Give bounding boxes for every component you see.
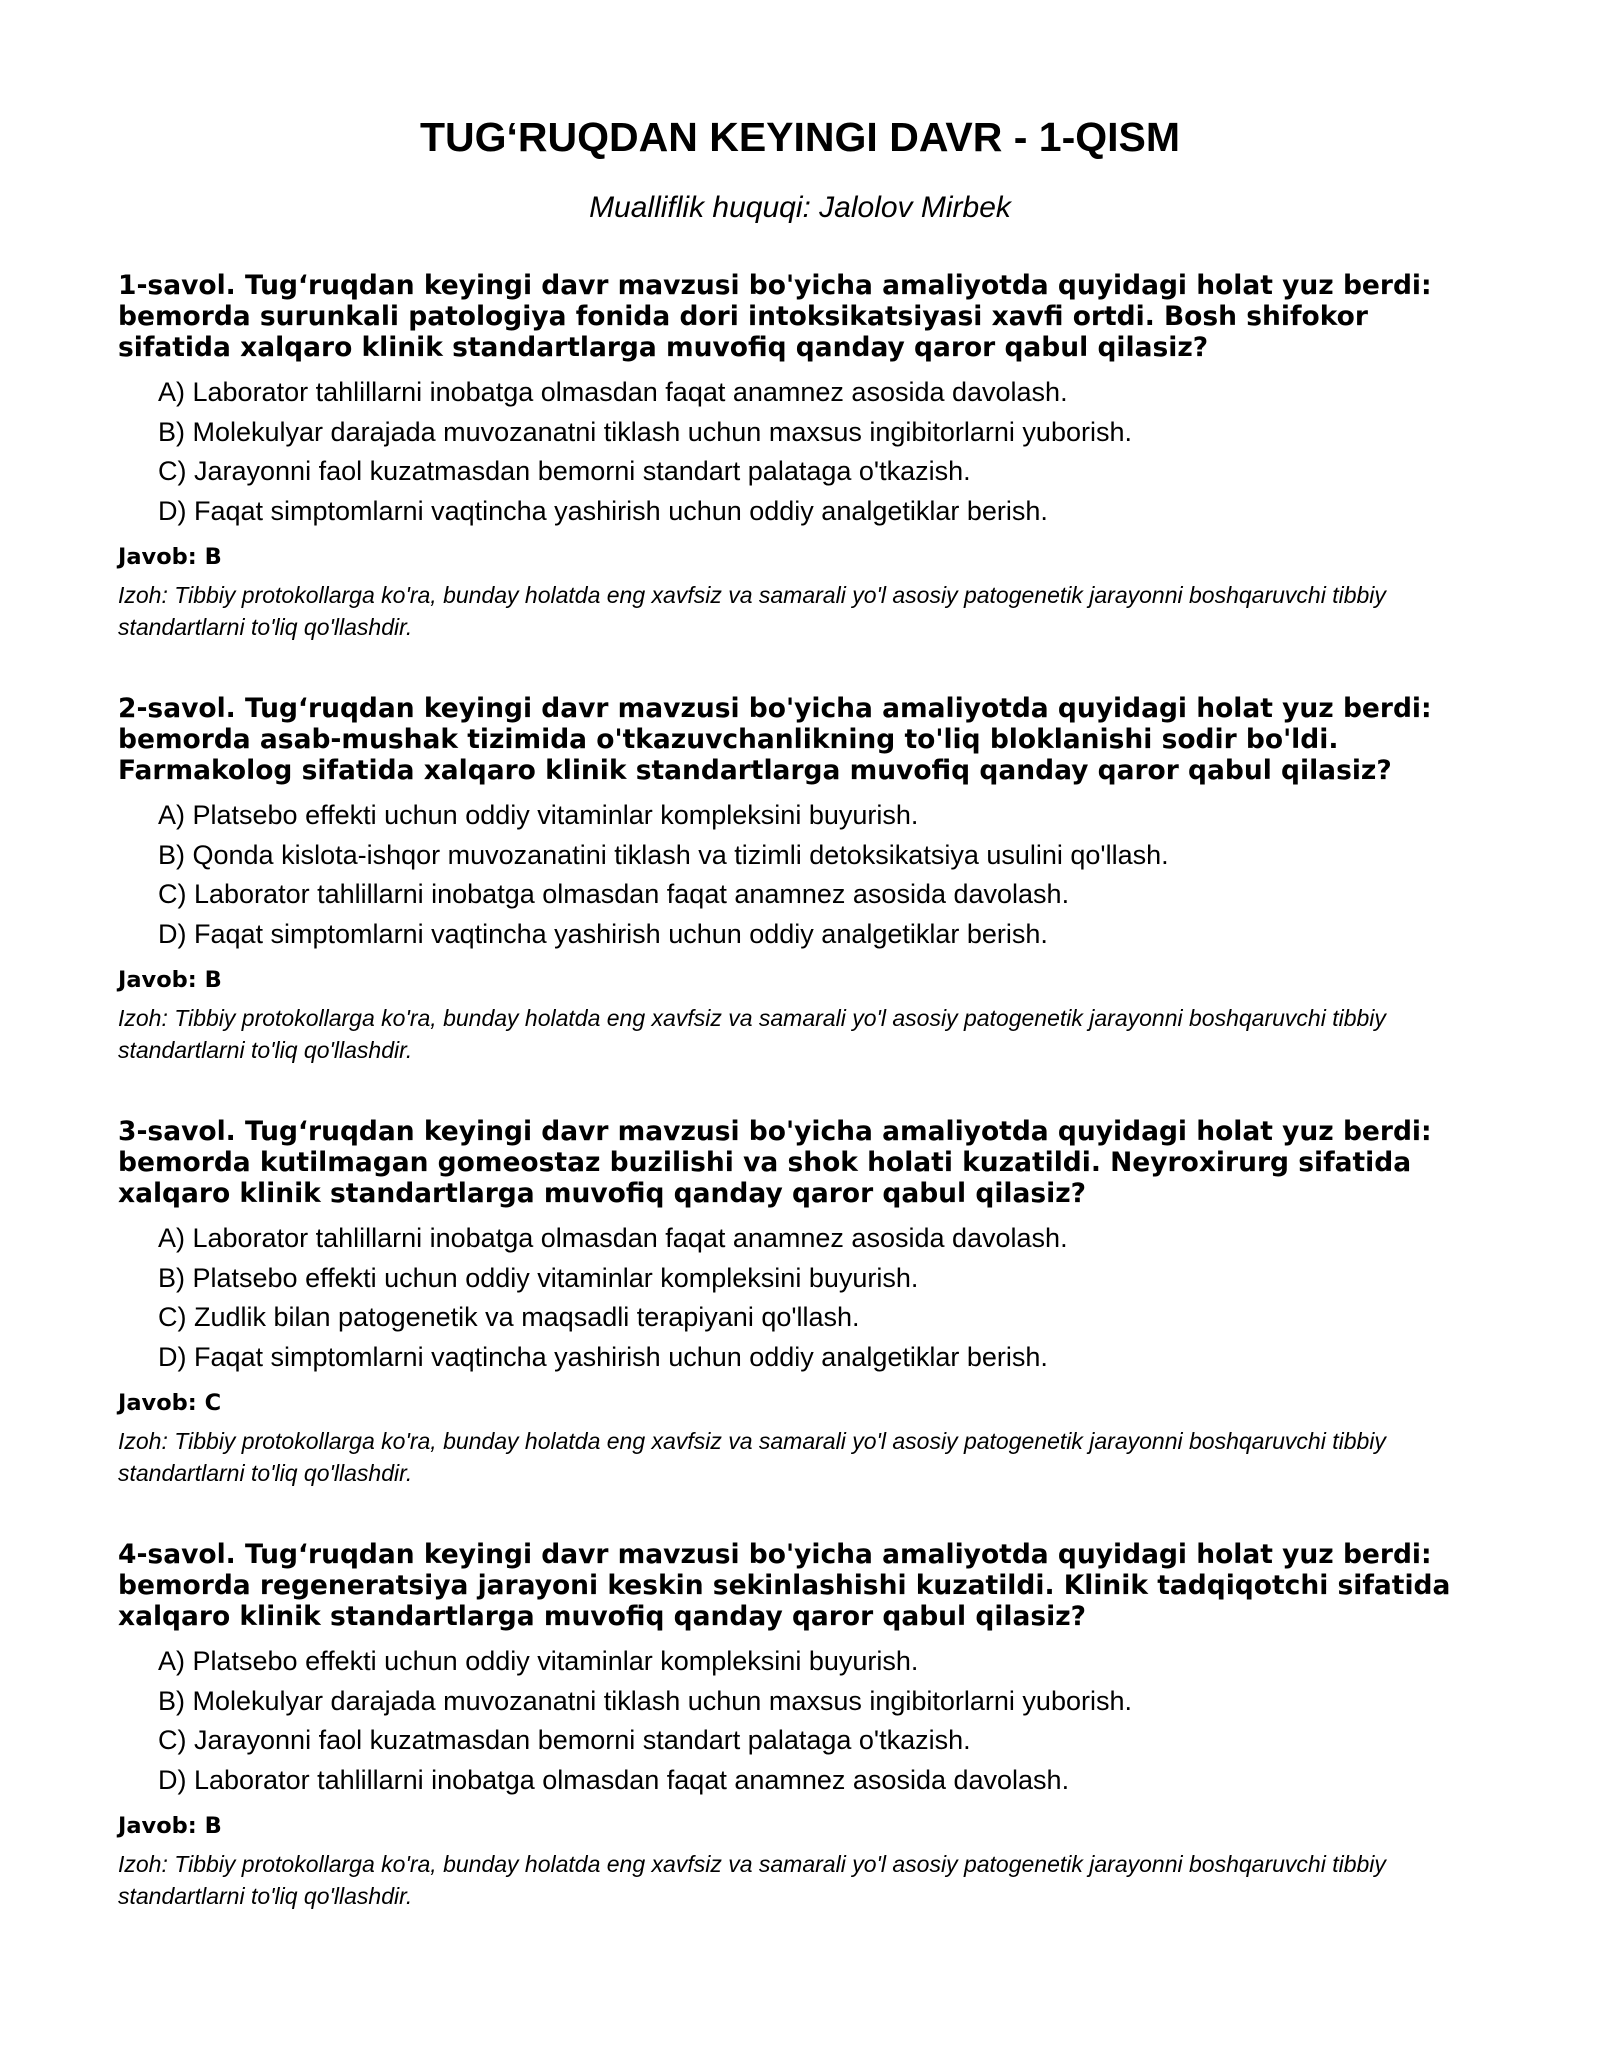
option-a: A) Laborator tahlillarni inobatga olmasdan faqat anamnez asosida davolash.	[158, 377, 1068, 407]
option-d: D) Faqat simptomlarni vaqtincha yashirish uchun oddiy analgetiklar berish.	[158, 1341, 1048, 1372]
question-text: 1-savol. Tug‘ruqdan keyingi davr mavzusi bo'yicha amaliyotda quyidagi holat yuz berdi: bemorda surunkali patologiya fonida dori intoksikatsiyasi xavfi ortdi. Bosh shifokor sifatida xalqaro klinik standartlarga muvofiq qanday qaror qabul qilasiz?	[118, 270, 1432, 363]
option-list	[118, 373, 1482, 531]
option-a: A) Platsebo effekti uchun oddiy vitaminlar kompleksini buyurish.	[158, 1646, 919, 1676]
option-c: C) Laborator tahlillarni inobatga olmasdan faqat anamnez asosida davolash.	[158, 879, 1070, 909]
question-list	[118, 270, 1482, 1912]
option-list	[118, 1642, 1482, 1800]
answer-label: Javob: B	[118, 544, 222, 570]
option-d: D) Laborator tahlillarni inobatga olmasdan faqat anamnez asosida davolash.	[158, 1764, 1070, 1795]
option-a: A) Laborator tahlillarni inobatga olmasdan faqat anamnez asosida davolash.	[158, 1223, 1068, 1253]
option-b: B) Molekulyar darajada muvozanatni tiklash uchun maxsus ingibitorlarni yuborish.	[158, 416, 1132, 447]
question-text: 3-savol. Tug‘ruqdan keyingi davr mavzusi bo'yicha amaliyotda quyidagi holat yuz berdi: bemorda kutilmagan gomeostaz buzilishi va shok holati kuzatildi. Neyroxirurg sifatida xalqaro klinik standartlarga muvofiq qanday qaror qabul qilasiz?	[118, 1116, 1432, 1209]
option-b: B) Molekulyar darajada muvozanatni tiklash uchun maxsus ingibitorlarni yuborish.	[158, 1685, 1132, 1716]
option-a: A) Platsebo effekti uchun oddiy vitaminlar kompleksini buyurish.	[158, 800, 919, 830]
question-text: 4-savol. Tug‘ruqdan keyingi davr mavzusi bo'yicha amaliyotda quyidagi holat yuz berdi: bemorda regeneratsiya jarayoni keskin sekinlashishi kuzatildi. Klinik tadqiqotchi sifatida xalqaro klinik standartlarga muvofiq qanday qaror qabul qilasiz?	[118, 1539, 1451, 1632]
explanation-note: Izoh: Tibbiy protokollarga ko'ra, bunday holatda eng xavfsiz va samarali yo'l asosiy patogenetik jarayonni boshqaruvchi tibbiy standartlarni to'liq qo'llashdir.	[118, 1005, 1386, 1063]
question-block	[118, 693, 1482, 1066]
question-block	[118, 1539, 1482, 1912]
explanation-note: Izoh: Tibbiy protokollarga ko'ra, bunday holatda eng xavfsiz va samarali yo'l asosiy patogenetik jarayonni boshqaruvchi tibbiy standartlarni to'liq qo'llashdir.	[118, 1851, 1386, 1909]
explanation-note: Izoh: Tibbiy protokollarga ko'ra, bunday holatda eng xavfsiz va samarali yo'l asosiy patogenetik jarayonni boshqaruvchi tibbiy standartlarni to'liq qo'llashdir.	[118, 582, 1386, 640]
option-b: B) Platsebo effekti uchun oddiy vitaminlar kompleksini buyurish.	[158, 1262, 919, 1293]
question-block	[118, 1116, 1482, 1489]
option-c: C) Zudlik bilan patogenetik va maqsadli terapiyani qo'llash.	[158, 1302, 860, 1332]
question-text: 2-savol. Tug‘ruqdan keyingi davr mavzusi bo'yicha amaliyotda quyidagi holat yuz berdi: bemorda asab-mushak tizimida o'tkazuvchanlikning to'liq bloklanishi sodir bo'ldi. Farmakolog sifatida xalqaro klinik standartlarga muvofiq qanday qaror qabul qilasiz?	[118, 693, 1432, 786]
option-d: D) Faqat simptomlarni vaqtincha yashirish uchun oddiy analgetiklar berish.	[158, 495, 1048, 526]
option-d: D) Faqat simptomlarni vaqtincha yashirish uchun oddiy analgetiklar berish.	[158, 918, 1048, 949]
answer-label: Javob: C	[118, 1390, 222, 1416]
option-list	[118, 1219, 1482, 1377]
option-c: C) Jarayonni faol kuzatmasdan bemorni standart palataga o'tkazish.	[158, 1725, 971, 1755]
option-c: C) Jarayonni faol kuzatmasdan bemorni standart palataga o'tkazish.	[158, 456, 971, 486]
option-b: B) Qonda kislota-ishqor muvozanatini tiklash va tizimli detoksikatsiya usulini qo'llash.	[158, 839, 1169, 870]
document-author: Mualliflik huquqi: Jalolov Mirbek	[589, 191, 1011, 224]
document-title: TUG‘RUQDAN KEYINGI DAVR - 1-QISM	[419, 114, 1181, 160]
explanation-note: Izoh: Tibbiy protokollarga ko'ra, bunday holatda eng xavfsiz va samarali yo'l asosiy patogenetik jarayonni boshqaruvchi tibbiy standartlarni to'liq qo'llashdir.	[118, 1428, 1386, 1486]
answer-label: Javob: B	[118, 967, 222, 993]
answer-label: Javob: B	[118, 1813, 222, 1839]
option-list	[118, 796, 1482, 954]
question-block	[118, 270, 1482, 643]
